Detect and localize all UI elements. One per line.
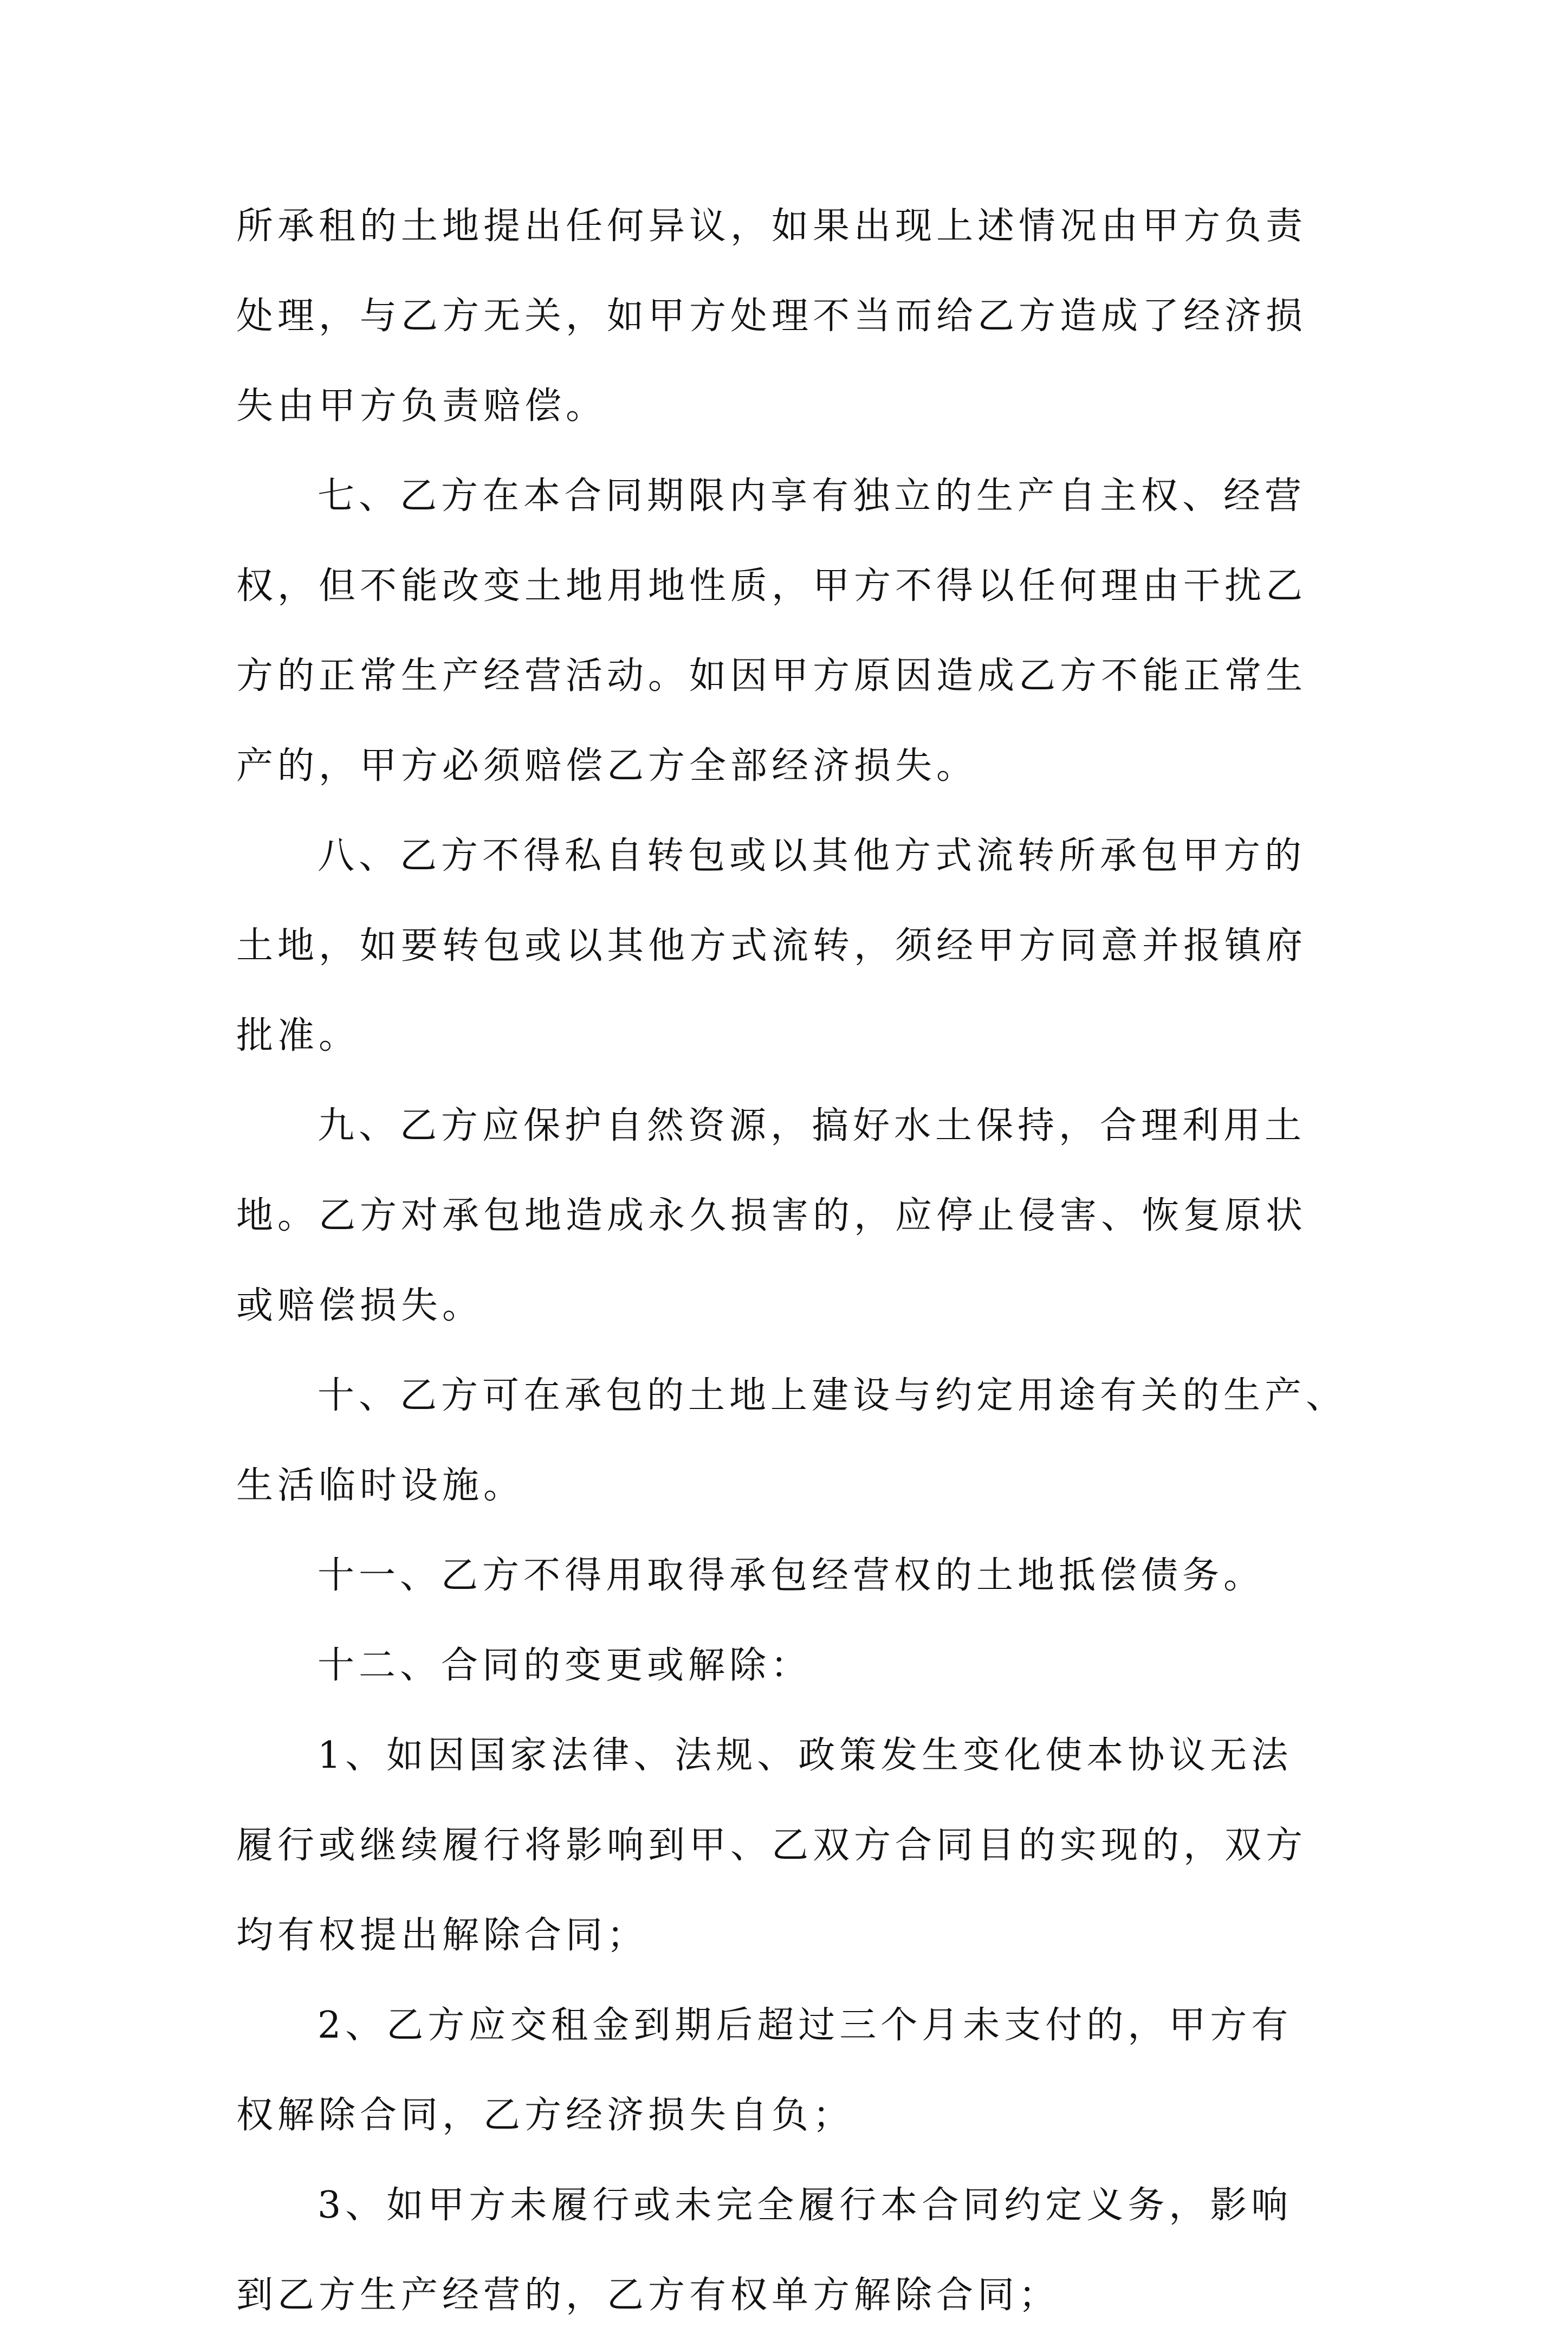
clause-10-line: 十、乙方可在承包的土地上建设与约定用途有关的生产、 — [318, 1374, 1347, 1417]
text-line: 生活临时设施。 — [236, 1464, 525, 1507]
item-3-line: 3、如甲方未履行或未完全履行本合同约定义务，影响 — [318, 2184, 1293, 2227]
text-line: 批准。 — [236, 1014, 360, 1057]
text-line: 产的，甲方必须赔偿乙方全部经济损失。 — [236, 745, 978, 787]
clause-8-line: 八、乙方不得私自转包或以其他方式流转所承包甲方的 — [318, 835, 1306, 877]
text-line: 履行或继续履行将影响到甲、乙双方合同目的实现的，双方 — [236, 1824, 1307, 1867]
text-line: 权，但不能改变土地用地性质，甲方不得以任何理由干扰乙 — [236, 565, 1307, 607]
clause-12-heading: 十二、合同的变更或解除： — [318, 1644, 812, 1687]
item-1-line: 1、如因国家法律、法规、政策发生变化使本协议无法 — [318, 1734, 1293, 1777]
text-line: 土地，如要转包或以其他方式流转，须经甲方同意并报镇府 — [236, 925, 1307, 967]
clause-9-line: 九、乙方应保护自然资源，搞好水土保持，合理利用土 — [318, 1104, 1306, 1147]
text-line: 权解除合同，乙方经济损失自负； — [236, 2094, 854, 2137]
text-line: 到乙方生产经营的，乙方有权单方解除合同； — [236, 2274, 1060, 2317]
text-line: 所承租的土地提出任何异议，如果出现上述情况由甲方负责 — [236, 205, 1307, 248]
text-line: 地。乙方对承包地造成永久损害的，应停止侵害、恢复原状 — [236, 1194, 1307, 1237]
text-line: 均有权提出解除合同； — [236, 1914, 649, 1957]
text-line: 或赔偿损失。 — [236, 1284, 484, 1327]
text-line: 方的正常生产经营活动。如因甲方原因造成乙方不能正常生 — [236, 655, 1307, 697]
item-2-line: 2、乙方应交租金到期后超过三个月未支付的，甲方有 — [318, 2004, 1293, 2047]
text-line: 处理，与乙方无关，如甲方处理不当而给乙方造成了经济损 — [236, 295, 1307, 338]
clause-7-line: 七、乙方在本合同期限内享有独立的生产自主权、经营 — [318, 475, 1306, 518]
text-line: 失由甲方负责赔偿。 — [236, 385, 607, 428]
clause-11-line: 十一、乙方不得用取得承包经营权的土地抵偿债务。 — [318, 1554, 1265, 1597]
